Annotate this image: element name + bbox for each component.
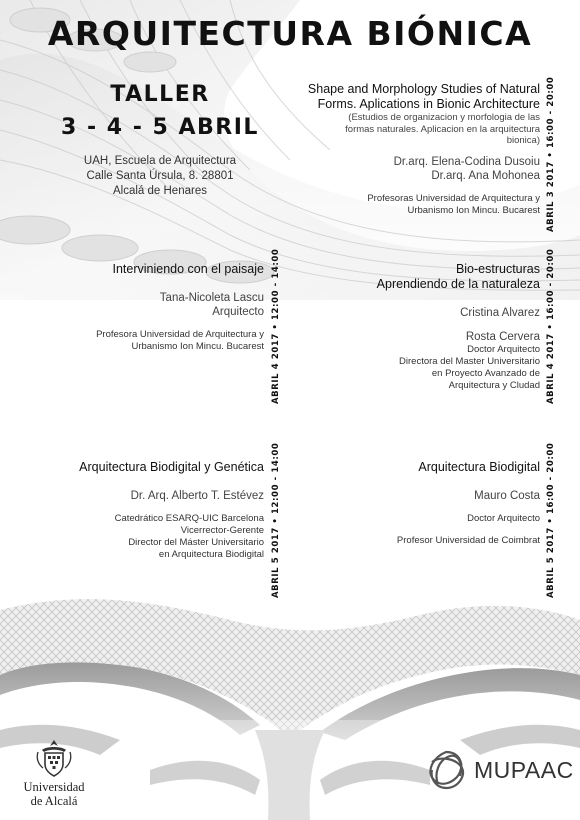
speaker-affiliation: en Arquitectura Biodigital xyxy=(158,549,264,560)
venue-line: UAH, Escuela de Arquitectura xyxy=(83,155,237,167)
speaker-affiliation: Arquitectura y Cludad xyxy=(448,380,540,391)
session-date-label: ABRIL 4 2017 • 16:00 - 20:00 xyxy=(546,248,556,404)
speaker-role: Doctor Arquitecto xyxy=(467,513,540,524)
workshop-label: TALLER xyxy=(110,82,210,107)
university-name-line: Universidad xyxy=(23,780,85,794)
session-date-label: ABRIL 3 2017 • 16:00 - 20:00 xyxy=(546,76,556,232)
session-april-5-afternoon xyxy=(300,460,540,547)
mupaac-wordmark: MUPAAC xyxy=(474,757,574,783)
speaker-affiliation: Vicerrector-Gerente xyxy=(180,525,264,536)
university-crest-icon xyxy=(34,738,74,778)
session-april-5-morning xyxy=(30,460,264,561)
session-title: Forms. Aplications in Bionic Architecture xyxy=(317,97,540,111)
mupaac-knot-icon xyxy=(424,748,468,792)
speaker-affiliation: Profesora Universidad de Arquitectura y xyxy=(96,329,264,340)
speaker-name: Dr.arq. Ana Mohonea xyxy=(431,169,540,182)
speaker-name: Tana-Nicoleta Lascu xyxy=(159,292,264,304)
speaker-name: Rosta Cervera xyxy=(465,331,540,343)
session-subtitle: formas naturales. Aplicacion en la arquitectura xyxy=(345,123,540,135)
speaker-affiliation: Director del Máster Universitario xyxy=(128,537,264,548)
speaker-affiliation: en Proyecto Avanzado de xyxy=(431,368,540,379)
speaker-affiliation: Doctor Arquitecto xyxy=(467,344,540,355)
venue-line: Calle Santa Úrsula, 8. 28801 xyxy=(86,170,234,182)
session-subtitle: (Estudios de organizacion y morfologia de las xyxy=(348,112,540,123)
speaker-affiliation: Catedrático ESARQ-UIC Barcelona xyxy=(114,513,264,524)
session-date-label: ABRIL 5 2017 • 12:00 - 14:00 xyxy=(271,442,281,598)
workshop-dates: 3 - 4 - 5 ABRIL xyxy=(61,115,259,140)
session-date-label: ABRIL 5 2017 • 16:00 - 20:00 xyxy=(546,442,556,598)
speaker-affiliation: Urbanismo Ion Mincu. Bucarest xyxy=(407,204,540,216)
speaker-affiliation: Directora del Master Universitario xyxy=(399,356,540,367)
session-date-label: ABRIL 4 2017 • 12:00 - 14:00 xyxy=(271,248,281,404)
mupaac-logo xyxy=(424,748,574,792)
speaker-name: Dr.arq. Elena-Codina Dusoiu xyxy=(393,155,540,168)
session-subtitle: bionica) xyxy=(506,135,540,146)
session-title: Interviniendo con el paisaje xyxy=(112,262,264,276)
session-title: Arquitectura Biodigital y Genética xyxy=(79,460,264,474)
universidad-alcala-logo xyxy=(14,738,94,808)
session-title: Shape and Morphology Studies of Natural xyxy=(307,82,540,96)
speaker-name: Mauro Costa xyxy=(474,490,540,502)
session-april-4-morning xyxy=(50,262,264,353)
venue-address xyxy=(40,154,280,199)
speaker-role: Arquitecto xyxy=(212,306,264,318)
workshop-block xyxy=(40,82,280,140)
session-april-4-afternoon xyxy=(300,262,540,392)
speaker-affiliation: Profesor Universidad de Coimbrat xyxy=(396,535,540,546)
speaker-affiliation: Urbanismo Ion Mincu. Bucarest xyxy=(131,341,264,352)
session-april-3 xyxy=(288,82,540,217)
session-title: Aprendiendo de la naturaleza xyxy=(376,277,540,291)
speaker-name: Cristina Alvarez xyxy=(460,307,540,319)
session-title: Bio-estructuras xyxy=(455,262,540,276)
university-name-line: de Alcalá xyxy=(30,794,78,808)
session-title: Arquitectura Biodigital xyxy=(418,460,540,474)
poster-title: ARQUITECTURA BIÓNICA xyxy=(47,14,533,53)
venue-line: Alcalá de Henares xyxy=(113,185,207,197)
speaker-name: Dr. Arq. Alberto T. Estévez xyxy=(130,490,264,502)
speaker-affiliation: Profesoras Universidad de Arquitectura y xyxy=(367,192,540,204)
